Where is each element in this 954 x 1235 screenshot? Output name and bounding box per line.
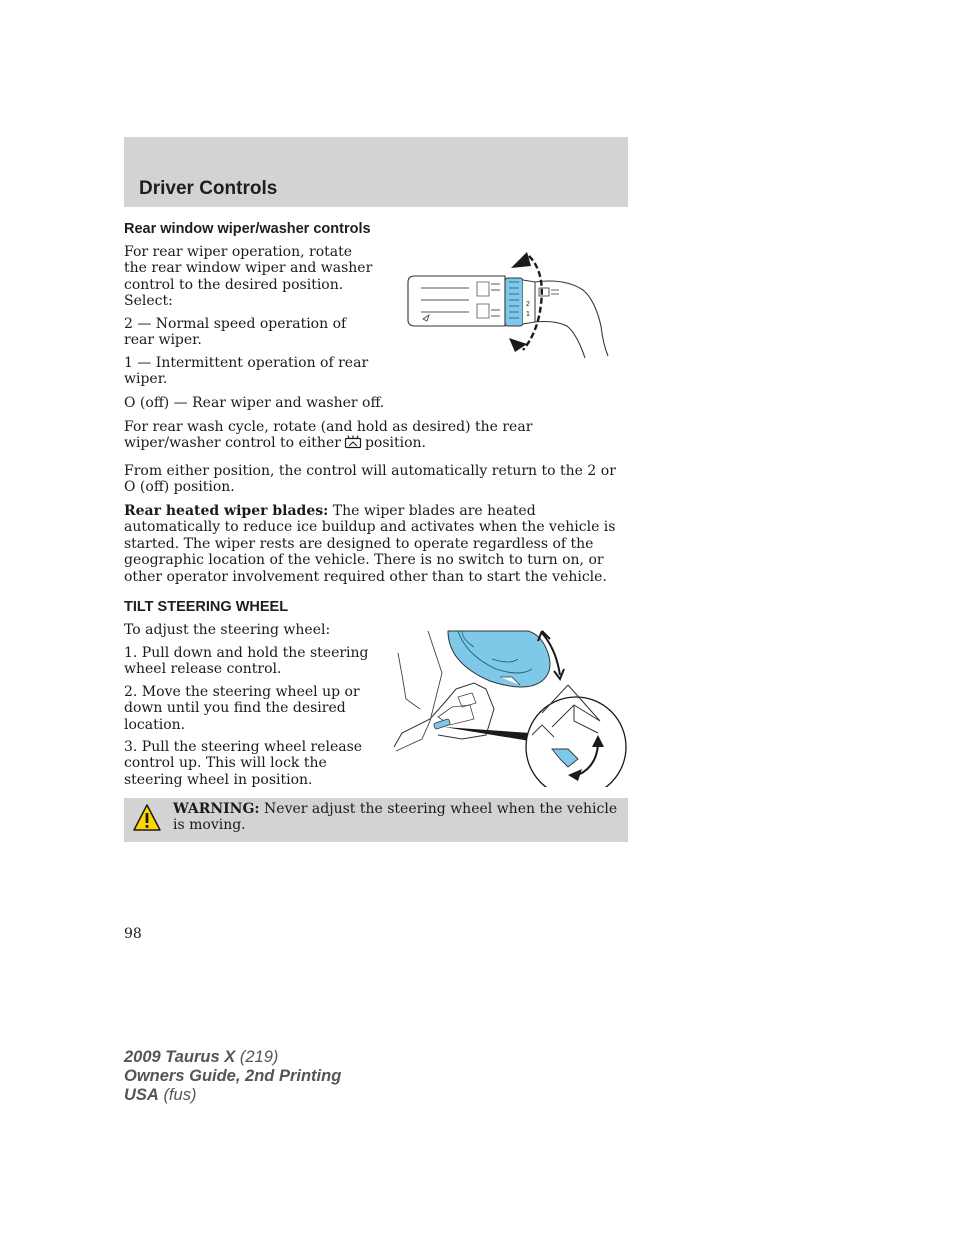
warning-text: [173, 801, 618, 834]
heated-blades-text: The wiper blades are heated automatically to reduce ice buildup and activates when the vehicle is started. The wiper rests are designed to operate regardless of the geographic location of the vehicle. There is no switch to turn on, or other operator involvement required other than to start the vehicle.: [124, 503, 616, 585]
footer-model: 2009 Taurus X: [124, 1048, 236, 1066]
rear-wiper-heading: Rear window wiper/washer controls: [124, 221, 371, 237]
tilt-steering-illustration: [392, 629, 630, 791]
warning-triangle-icon: [132, 803, 162, 837]
footer-market: USA: [124, 1085, 159, 1104]
speed-1-label: 1: [526, 311, 530, 318]
footer-model-code: (219): [239, 1048, 279, 1066]
footer-market-code: (fus): [163, 1085, 197, 1104]
tilt-step-3: 3. Pull the steering wheel release control up. This will lock the steering wheel in position.: [124, 739, 363, 788]
footer-edition: Owners Guide, 2nd Printing: [124, 1066, 342, 1085]
rear-wiper-intro: For rear wiper operation, rotate the rear window wiper and washer control to the desired position. Select:: [124, 244, 373, 310]
tilt-intro: To adjust the steering wheel:: [124, 622, 331, 638]
wash-text-after: position.: [364, 435, 426, 452]
option-speed-2: 2 — Normal speed operation of rear wiper.: [124, 316, 347, 349]
wash-text-before: For rear wash cycle, rotate (and hold as desired) the rear wiper/washer control to either: [124, 419, 533, 452]
warning-message: Never adjust the steering wheel when the vehicle is moving.: [173, 801, 618, 834]
speed-2-label: 2: [526, 301, 530, 308]
washer-icon: [344, 435, 362, 453]
section-title: Driver Controls: [139, 178, 278, 199]
footer: [124, 1048, 341, 1104]
warning-label: WARNING:: [173, 801, 260, 817]
tilt-step-1: 1. Pull down and hold the steering wheel release control.: [124, 645, 369, 678]
auto-return-text: From either position, the control will automatically return to the 2 or O (off) position.: [124, 463, 616, 496]
wiper-stalk-illustration: [405, 248, 610, 364]
page-number: 98: [124, 926, 142, 942]
warning-box: [124, 798, 628, 842]
heated-blades-label: Rear heated wiper blades:: [124, 503, 329, 519]
option-off: O (off) — Rear wiper and washer off.: [124, 395, 385, 411]
option-speed-1: 1 — Intermittent operation of rear wiper.: [124, 355, 369, 388]
wash-cycle-text: [124, 419, 628, 454]
heated-blades-paragraph: [124, 503, 628, 585]
tilt-heading: TILT STEERING WHEEL: [124, 599, 289, 615]
tilt-step-2: 2. Move the steering wheel up or down until you find the desired location.: [124, 684, 360, 733]
